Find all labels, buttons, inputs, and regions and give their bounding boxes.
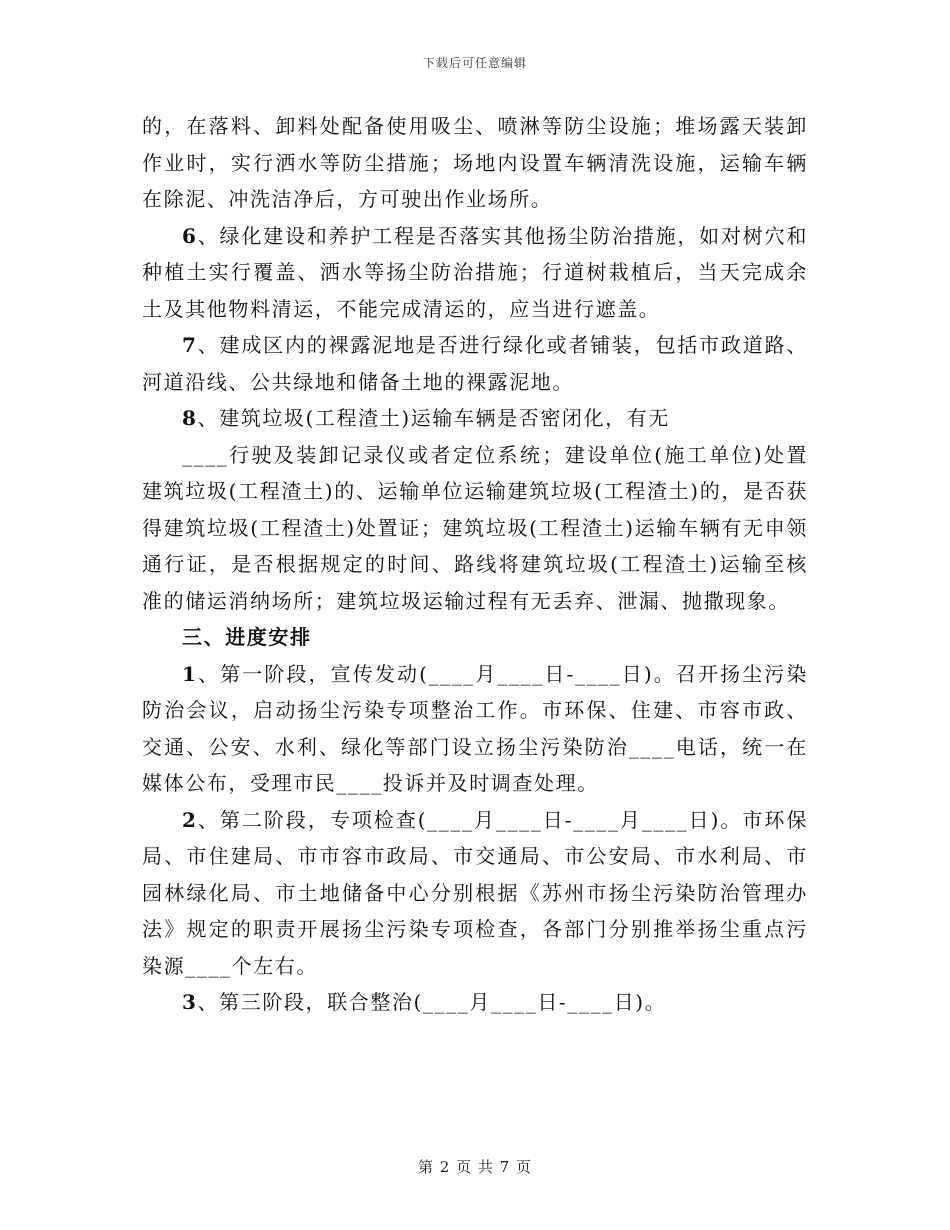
item-number: 6: [182, 223, 198, 248]
paragraph-stage-3: [142, 984, 808, 1021]
stage-number: 3: [182, 990, 198, 1014]
paragraph-item-6: [142, 218, 808, 328]
item-text: 、建筑垃圾(工程渣土)运输车辆是否密闭化，有无: [197, 406, 670, 430]
paragraph-item-8: [142, 400, 808, 437]
paragraph-stage-1: [142, 656, 808, 802]
section-heading-schedule: 三、进度安排: [182, 625, 312, 649]
item-number: 8: [182, 406, 198, 430]
stage-number: 2: [182, 807, 198, 832]
item-number: 7: [182, 333, 198, 357]
page-footer: 第 2 页 共 7 页: [418, 1158, 532, 1176]
stage-text: 、第二阶段，专项检查(____月____日-____月____日)。市环保局、市住建局、市市容市政局、市交通局、市公安局、市水利局、市园林绿化局、市土地储备中心分别根据《苏州市扬尘污染防治管理办法》规定的职责开展扬尘污染专项检查，各部门分别推举扬尘重点污染源____个左右。: [142, 807, 808, 978]
stage-text: 、第三阶段，联合整治(____月____日-____日)。: [197, 990, 667, 1014]
document-body: [142, 108, 808, 1021]
stage-text: 、第一阶段，宣传发动(____月____日-____日)。召开扬尘污染防治会议，启动扬尘污染专项整治工作。市环保、住建、市容市政、交通、公安、水利、绿化等部门设立扬尘污染防治____电话，统一在媒体公布，受理市民____投诉并及时调查处理。: [142, 661, 808, 795]
stage-number: 1: [182, 661, 198, 686]
paragraph-item-7: [142, 327, 808, 400]
paragraph-item-8-continued: ____行驶及装卸记录仪或者定位系统；建设单位(施工单位)处置建筑垃圾(工程渣土)的、运输单位运输建筑垃圾(工程渣土)的，是否获得建筑垃圾(工程渣土)处置证；建筑垃圾(工程渣土)运输车辆有无申领通行证，是否根据规定的时间、路线将建筑垃圾(工程渣土)运输至核准的储运消纳场所；建筑垃圾运输过程有无丢弃、泄漏、抛撒现象。: [142, 442, 808, 613]
page-header: 下载后可任意编辑: [422, 56, 527, 70]
item-text: 、绿化建设和养护工程是否落实其他扬尘防治措施，如对树穴和种植土实行覆盖、洒水等扬尘防治措施；行道树栽植后，当天完成余土及其他物料清运，不能完成清运的，应当进行遮盖。: [142, 223, 808, 321]
paragraph-stage-2: [142, 802, 808, 985]
item-text: 、建成区内的裸露泥地是否进行绿化或者铺装，包括市政道路、河道沿线、公共绿地和储备土地的裸露泥地。: [142, 333, 808, 394]
paragraph-dust-facilities: 的，在落料、卸料处配备使用吸尘、喷淋等防尘设施；堆场露天装卸作业时，实行洒水等防尘措施；场地内设置车辆清洗设施，运输车辆在除泥、冲洗洁净后，方可驶出作业场所。: [142, 114, 808, 211]
